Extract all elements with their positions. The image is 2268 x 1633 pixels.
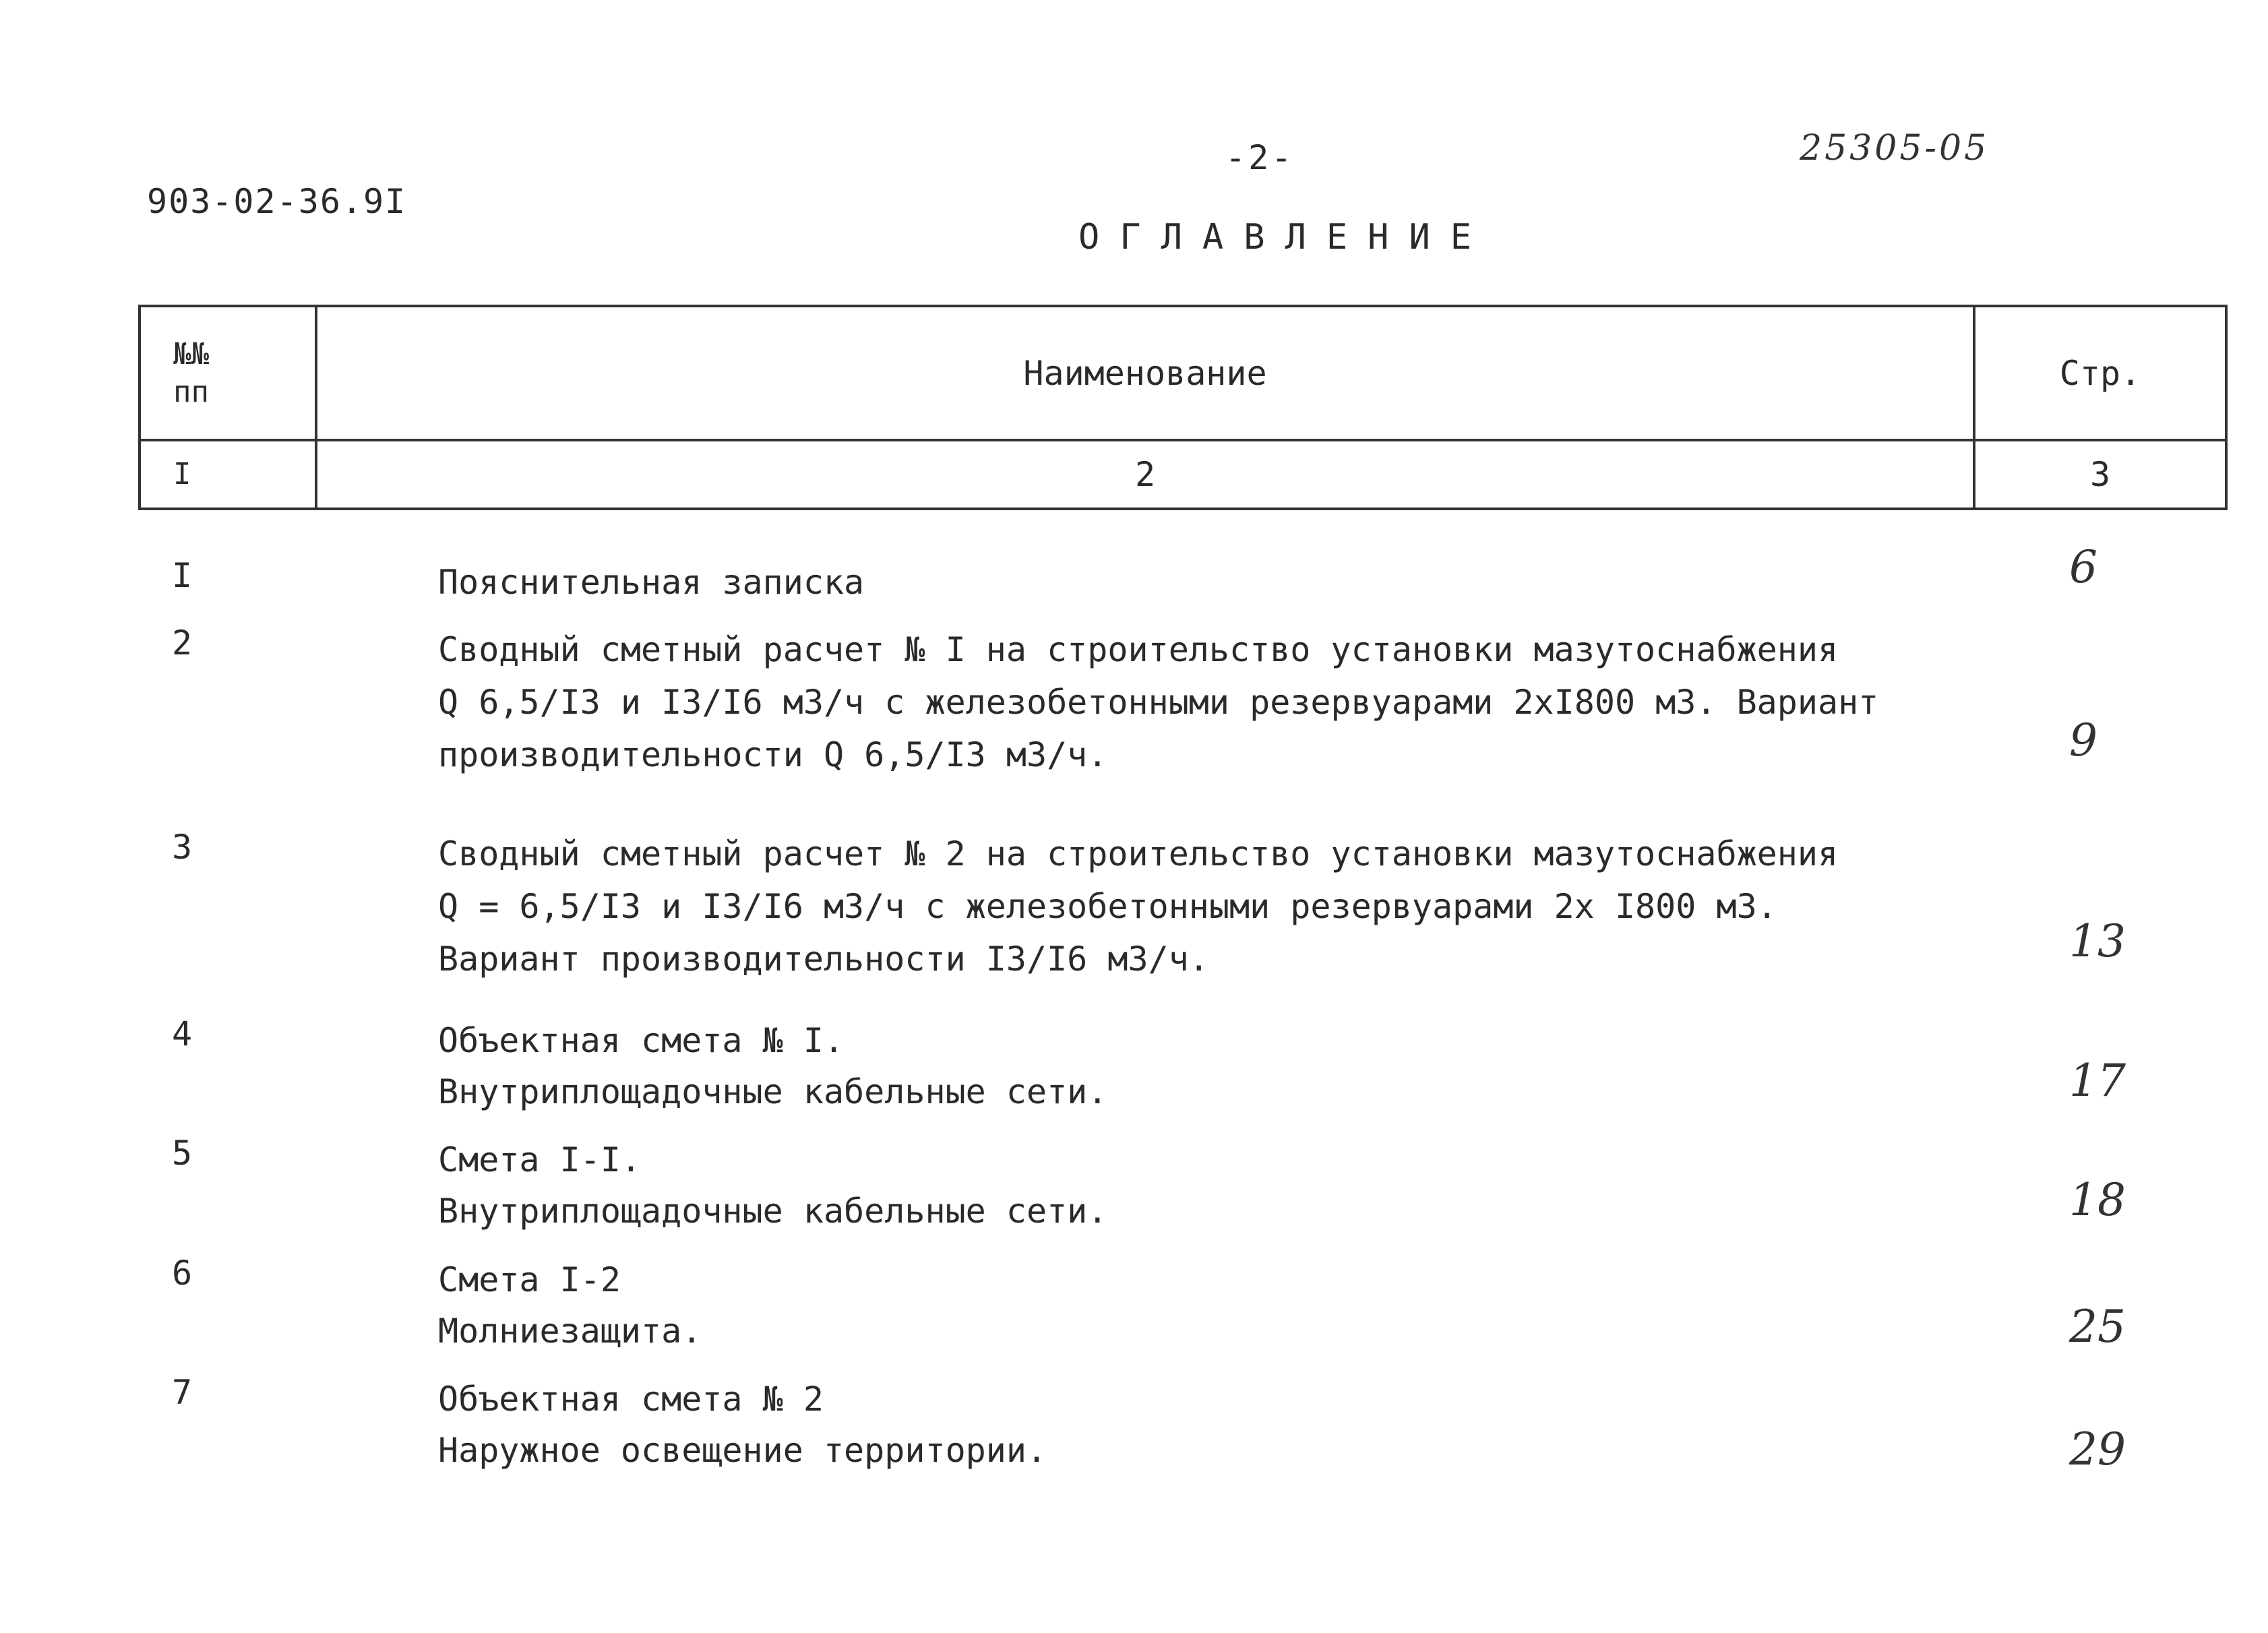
entry-line: Смета I-I. (438, 1140, 642, 1179)
entry-line: Наружное освещение территории. (438, 1431, 1047, 1470)
contents-table-header (138, 305, 2228, 510)
col-number-header-line2: пп (173, 374, 209, 409)
inventory-number: 25305-05 (1800, 128, 1990, 168)
document-code: 903-02-36.9I (147, 182, 407, 221)
col-number-header (140, 306, 316, 440)
entry-line: Внутриплощадочные кабельные сети. (438, 1072, 1108, 1111)
entry-number: 6 (172, 1254, 193, 1293)
entry-line: Сводный сметный расчет № 2 на строительство установки мазутоснабжения (438, 834, 1839, 873)
entry-page: 6 (2069, 541, 2097, 593)
entry-page: 25 (2069, 1301, 2126, 1353)
entry-line: Объектная смета № 2 (438, 1380, 824, 1419)
entry-number: 7 (172, 1373, 193, 1412)
entry-number: 2 (172, 623, 193, 663)
entry-line: Вариант производительности I3/I6 м3/ч. (438, 939, 1209, 979)
entry-page: 17 (2069, 1055, 2126, 1107)
entry-line: Внутриплощадочные кабельные сети. (438, 1192, 1108, 1231)
col-name-index: 2 (316, 440, 1974, 509)
entry-line: Пояснительная записка (438, 563, 865, 602)
entry-line: Смета I-2 (438, 1260, 621, 1299)
entry-line: Сводный сметный расчет № I на строительство установки мазутоснабжения (438, 630, 1839, 669)
entry-page: 18 (2069, 1174, 2126, 1226)
entry-number: 5 (172, 1134, 193, 1173)
entry-line: Объектная смета № I. (438, 1021, 845, 1060)
entry-page: 9 (2069, 714, 2097, 766)
entry-number: 3 (172, 828, 193, 867)
entry-number: I (172, 556, 193, 595)
entry-page: 13 (2069, 915, 2126, 967)
col-name-header: Наименование (316, 306, 1974, 440)
col-number-index: I (140, 440, 316, 509)
entry-line: Молниезащита. (438, 1312, 702, 1351)
entry-line: Q 6,5/I3 и I3/I6 м3/ч с железобетонными резервуарами 2хI800 м3. Вариант (438, 683, 1879, 722)
col-page-index: 3 (1974, 440, 2226, 509)
page-number: -2- (1225, 138, 1295, 177)
page-title: ОГЛАВЛЕНИЕ (1078, 217, 1492, 257)
entry-number: 4 (172, 1014, 193, 1053)
entry-line: Q = 6,5/I3 и I3/I6 м3/ч с железобетонными резервуарами 2х I800 м3. (438, 887, 1777, 926)
entry-page: 29 (2069, 1423, 2126, 1475)
col-number-header-line1: №№ (173, 336, 209, 371)
entry-line: производительности Q 6,5/I3 м3/ч. (438, 735, 1108, 774)
col-page-header: Стр. (1974, 306, 2226, 440)
